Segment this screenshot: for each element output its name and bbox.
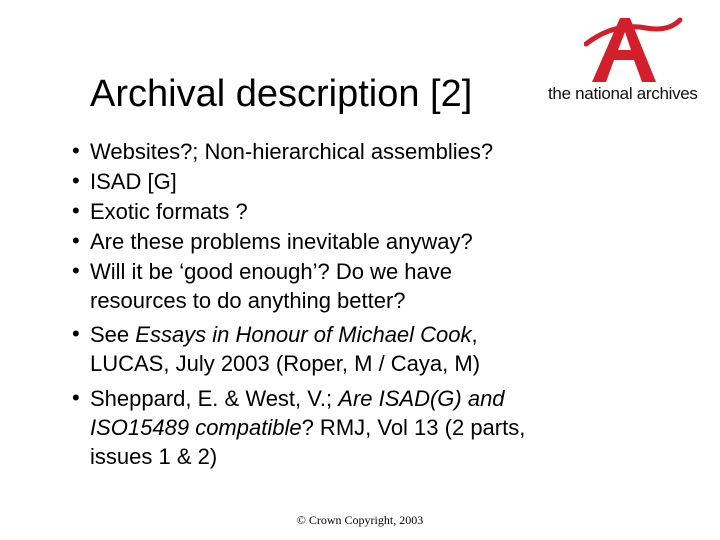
bullet-marker: • xyxy=(72,138,80,163)
archives-a-logo-icon xyxy=(584,14,684,84)
bullet-marker: • xyxy=(72,168,80,193)
bullet-text: See xyxy=(90,322,136,347)
bullet-item xyxy=(90,384,505,413)
citation-title: Are ISAD(G) and xyxy=(338,386,505,411)
bullet-marker: • xyxy=(72,198,80,223)
bullet-text: ? RMJ, Vol 13 (2 parts, xyxy=(301,415,526,440)
citation-title: Essays in Honour of Michael Cook xyxy=(135,322,472,347)
bullet-item xyxy=(90,320,478,349)
bullet-marker: • xyxy=(72,228,80,253)
copyright-footer: © Crown Copyright, 2003 xyxy=(296,513,424,527)
bullet-text: , xyxy=(471,322,478,347)
bullet-item: Are these problems inevitable anyway? xyxy=(90,229,473,254)
bullet-item: Will it be ‘good enough’? Do we have xyxy=(90,259,453,284)
bullet-marker: • xyxy=(72,385,80,410)
bullet-item: Websites?; Non-hierarchical assemblies? xyxy=(90,139,494,164)
bullet-item: Exotic formats ? xyxy=(90,199,248,224)
bullet-item-continuation xyxy=(90,413,525,442)
national-archives-logo xyxy=(546,14,716,114)
bullet-item: ISAD [G] xyxy=(90,169,177,194)
bullet-item-continuation: LUCAS, July 2003 (Roper, M / Caya, M) xyxy=(90,351,481,376)
logo-text: the national archives xyxy=(548,84,698,103)
slide-title: Archival description [2] xyxy=(90,73,473,115)
bullet-item-continuation: issues 1 & 2) xyxy=(90,444,218,469)
citation-title: ISO15489 compatible xyxy=(90,415,302,440)
bullet-text: Sheppard, E. & West, V.; xyxy=(90,386,339,411)
bullet-marker: • xyxy=(72,258,80,283)
bullet-marker: • xyxy=(72,321,80,346)
bullet-item-continuation: resources to do anything better? xyxy=(90,288,406,313)
